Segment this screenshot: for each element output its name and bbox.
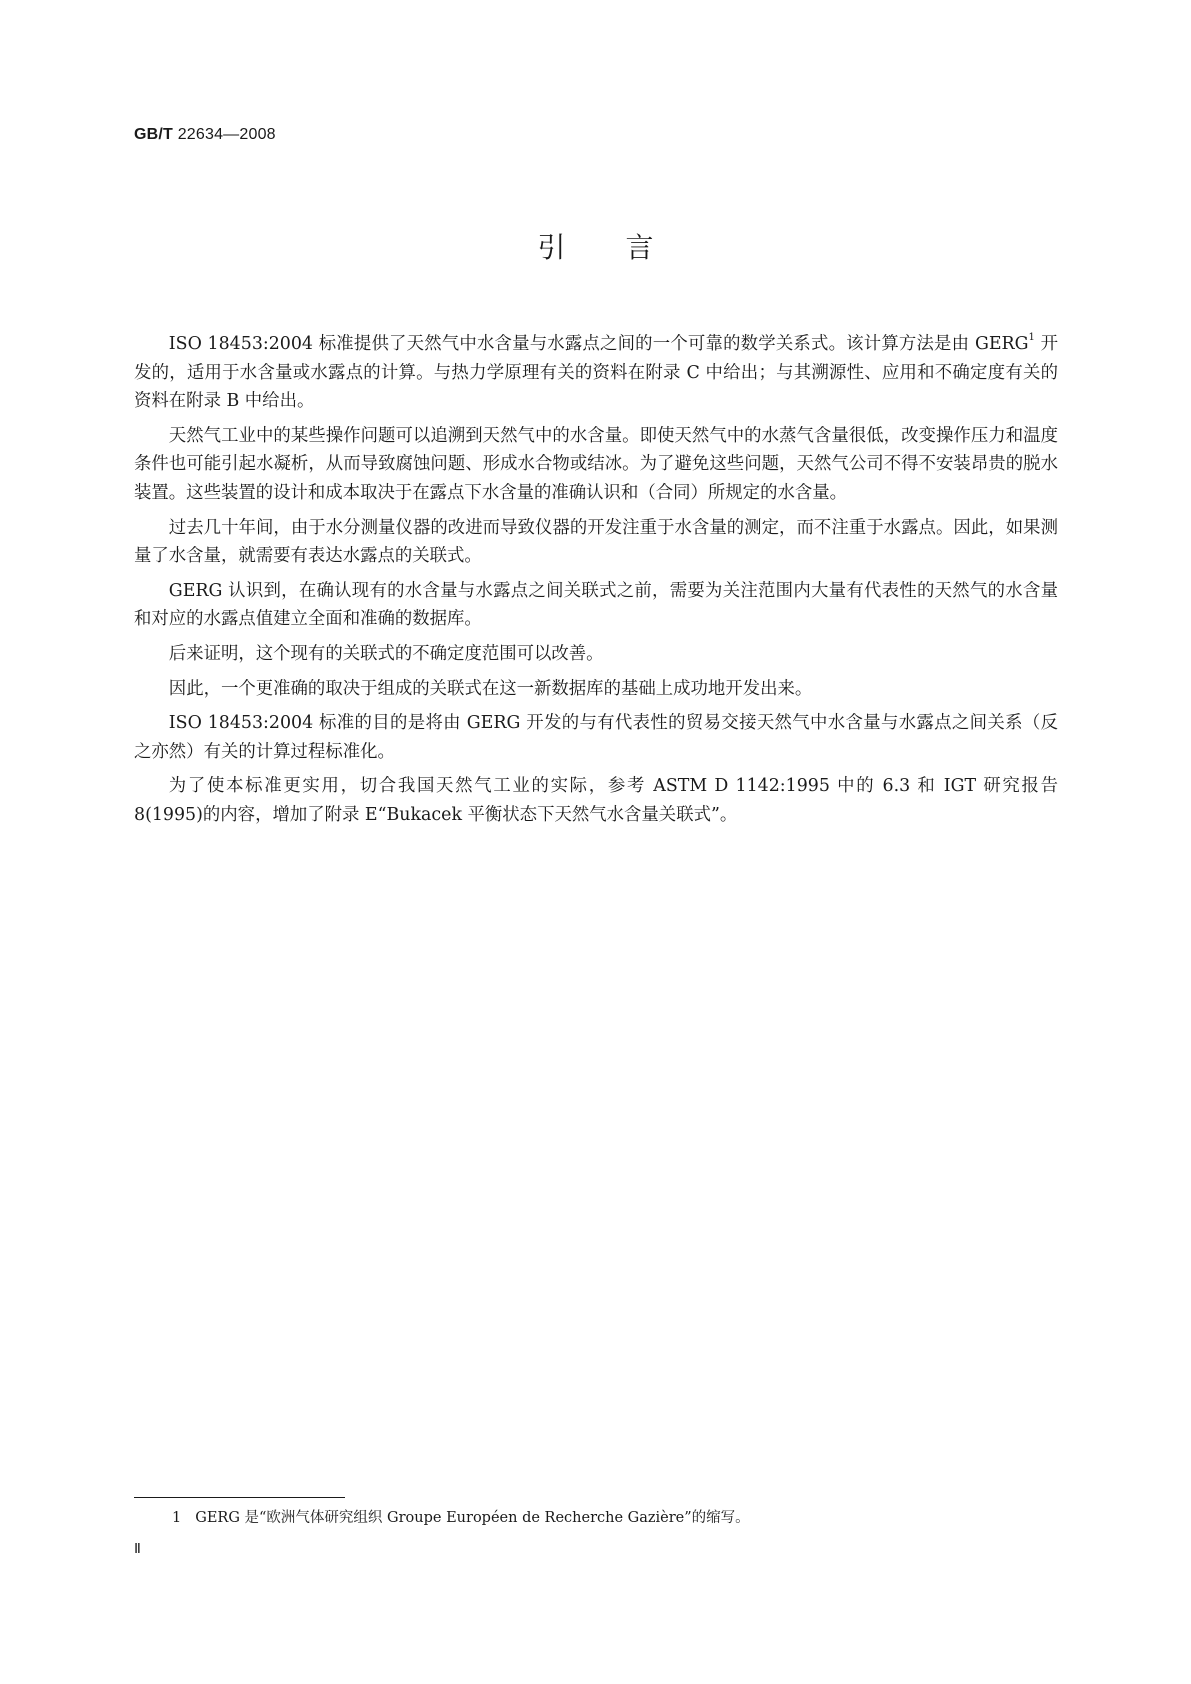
page-number: Ⅱ bbox=[134, 1542, 141, 1557]
page-title: 引言 bbox=[537, 231, 714, 264]
paragraph-1-after: 开发的，适用于水含量或水露点的计算。与热力学原理有关的资料在附录 C 中给出；与其溯源性、应用和不确定度有关的资料在附录 B 中给出。 bbox=[134, 334, 1059, 412]
footnote bbox=[172, 1508, 750, 1528]
footnote-marker: 1 bbox=[1028, 332, 1035, 344]
paragraph-7: ISO 18453:2004 标准的目的是将由 GERG 开发的与有代表性的贸易交接天然气中水含量与水露点之间关系（反之亦然）有关的计算过程标准化。 bbox=[134, 713, 1058, 762]
paragraph-5: 后来证明，这个现有的关联式的不确定度范围可以改善。 bbox=[168, 643, 604, 664]
footnote-divider bbox=[134, 1497, 345, 1498]
document-code-prefix: GB/T bbox=[134, 126, 174, 143]
paragraph-1-before: ISO 18453:2004 标准提供了天然气中水含量与水露点之间的一个可靠的数学关系式。该计算方法是由 GERG bbox=[168, 334, 1029, 354]
paragraph-4: GERG 认识到，在确认现有的水含量与水露点之间关联式之前，需要为关注范围内大量有代表性的天然气的水含量和对应的水露点值建立全面和准确的数据库。 bbox=[134, 580, 1058, 630]
paragraph-8: 为了使本标准更实用，切合我国天然气工业的实际，参考 ASTM D 1142:1995 中的 6.3 和 IGT 研究报告 8(1995)的内容，增加了附录 E“Bukacek 平衡状态下天然气水含量关联式”。 bbox=[134, 776, 1058, 825]
document-code-number: 22634—2008 bbox=[177, 126, 276, 143]
paragraph-3: 过去几十年间，由于水分测量仪器的改进而导致仪器的开发注重于水含量的测定，而不注重于水露点。因此，如果测量了水含量，就需要有表达水露点的关联式。 bbox=[134, 517, 1058, 567]
paragraph-6: 因此，一个更准确的取决于组成的关联式在这一新数据库的基础上成功地开发出来。 bbox=[168, 678, 813, 699]
body-text bbox=[134, 330, 1058, 836]
paragraph-2: 天然气工业中的某些操作问题可以追溯到天然气中的水含量。即使天然气中的水蒸气含量很低，改变操作压力和温度条件也可能引起水凝析，从而导致腐蚀问题、形成水合物或结冰。为了避免这些问题，天然气公司不得不安装昂贵的脱水装置。这些装置的设计和成本取决于在露点下水含量的准确认识和（合同）所规定的水含量。 bbox=[134, 425, 1058, 503]
footnote-text: GERG 是“欧洲气体研究组织 Groupe Européen de Recherche Gazière”的缩写。 bbox=[195, 1510, 750, 1526]
footnote-number: 1 bbox=[172, 1510, 182, 1526]
paragraph-1 bbox=[134, 330, 1058, 416]
document-code bbox=[134, 126, 276, 144]
